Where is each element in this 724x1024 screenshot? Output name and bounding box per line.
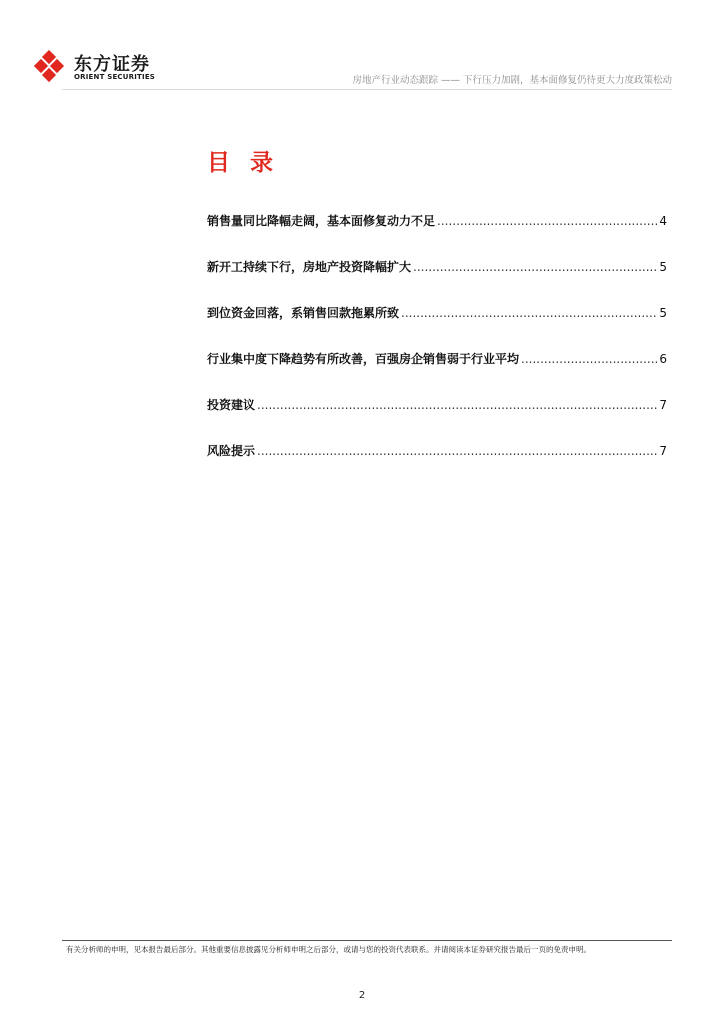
toc-dot-leader <box>521 352 657 366</box>
toc-title: 目 录 <box>207 150 280 176</box>
orient-securities-logo <box>34 50 164 84</box>
toc-item-page: 6 <box>659 352 667 366</box>
table-of-contents <box>207 212 667 488</box>
report-title-header: 房地产行业动态跟踪 —— 下行压力加剧，基本面修复仍待更大力度政策松动 <box>352 75 672 86</box>
footer-divider <box>62 940 672 941</box>
toc-item-page: 5 <box>659 306 667 320</box>
toc-item-page: 4 <box>659 214 667 228</box>
brand-name-en: ORIENT SECURITIES <box>74 73 156 81</box>
toc-dot-leader <box>257 444 657 458</box>
toc-item-page: 7 <box>659 444 667 458</box>
header-divider <box>62 89 672 90</box>
toc-item[interactable] <box>207 396 667 442</box>
footer-disclaimer: 有关分析师的申明，见本报告最后部分。其他重要信息披露见分析师申明之后部分，或请与您的投资代表联系。并请阅读本证券研究报告最后一页的免责申明。 <box>66 945 591 954</box>
toc-dot-leader <box>401 306 657 320</box>
toc-dot-leader <box>257 398 657 412</box>
toc-item-page: 5 <box>659 260 667 274</box>
toc-item-label: 到位资金回落，系销售回款拖累所致 <box>207 306 400 320</box>
toc-item-label: 行业集中度下降趋势有所改善，百强房企销售弱于行业平均 <box>207 352 520 366</box>
toc-item[interactable] <box>207 258 667 304</box>
toc-item[interactable] <box>207 350 667 396</box>
toc-item-label: 新开工持续下行，房地产投资降幅扩大 <box>207 260 412 274</box>
toc-dot-leader <box>437 214 657 228</box>
toc-item[interactable] <box>207 442 667 488</box>
toc-item-label: 销售量同比降幅走阔，基本面修复动力不足 <box>207 214 436 228</box>
toc-item[interactable] <box>207 212 667 258</box>
toc-dot-leader <box>413 260 657 274</box>
page-number: 2 <box>358 990 366 1001</box>
toc-item[interactable] <box>207 304 667 350</box>
diamond-logo-icon <box>34 50 70 84</box>
brand-name-cn: 东方证券 <box>74 54 150 75</box>
toc-item-page: 7 <box>659 398 667 412</box>
toc-item-label: 风险提示 <box>207 444 256 458</box>
toc-item-label: 投资建议 <box>207 398 256 412</box>
